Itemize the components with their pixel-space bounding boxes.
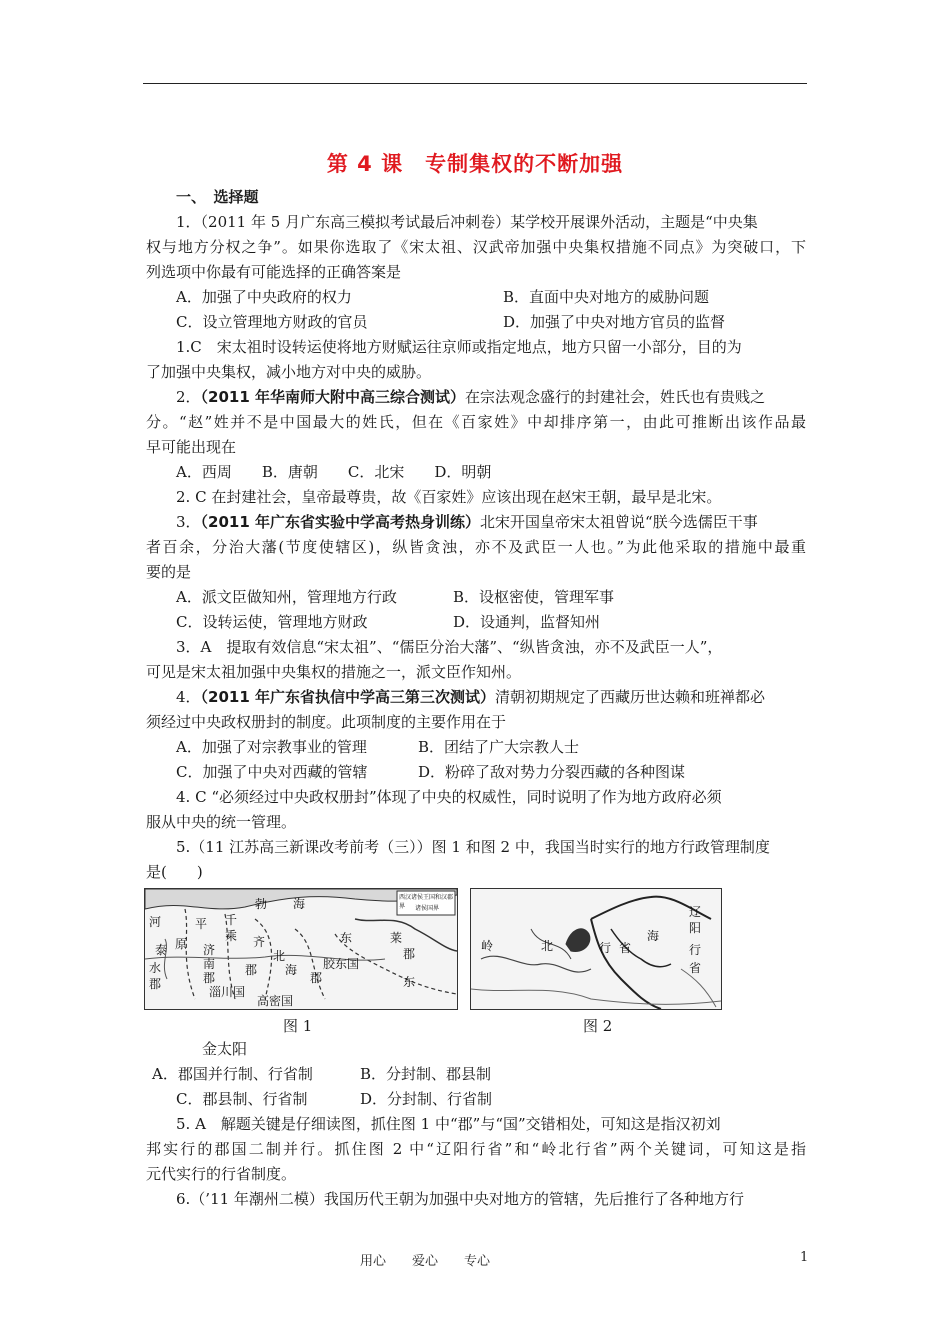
- q4-source: （2011 年广东省执信中学高三第三次测试）: [200, 688, 496, 706]
- map2-label: 行: [689, 943, 702, 957]
- map1-label: 郡: [203, 971, 216, 985]
- map1-label: 高密国: [257, 994, 294, 1008]
- q1-option-a: A．加强了中央政府的权力: [176, 288, 352, 306]
- map1-label: 郡: [245, 963, 258, 977]
- q5-option-b: B．分封制、郡县制: [360, 1065, 492, 1083]
- map2-label: 北: [541, 939, 554, 953]
- figure-2-caption: 图 2: [583, 1017, 613, 1035]
- q1-option-b: B．直面中央对地方的威胁问题: [503, 288, 710, 306]
- q2-answer: 2. C 在封建社会，皇帝最尊贵，故《百家姓》应该出现在赵宋王朝，最早是北宋。: [176, 488, 722, 506]
- q4-answer-line2: 服从中央的统一管理。: [146, 813, 297, 831]
- map1-label: 原: [175, 937, 188, 951]
- map1-label: 郡: [149, 977, 162, 991]
- map1-label: 勃: [255, 897, 268, 911]
- map1-label: 南: [203, 957, 216, 971]
- q3-option-b: B．设枢密使，管理军事: [453, 588, 615, 606]
- map2-label: 海: [647, 929, 660, 943]
- q1-stem-line1: 1．（2011 年 5 月广东高三模拟考试最后冲刺卷）某学校开展课外活动，主题是“中央集: [176, 213, 758, 231]
- map2-label: 省: [619, 941, 632, 955]
- q5-answer-line1: 5. A 解题关键是仔细读图，抓住图 1 中“郡”与“国”交错相处，可知这是指汉初刘: [176, 1115, 721, 1133]
- page-footer: 用心 爱心 专心: [360, 1254, 491, 1269]
- map1-label: 水: [149, 961, 162, 975]
- map1-label: 济: [203, 943, 216, 957]
- map1-label: 淄川国: [209, 985, 246, 999]
- map1-label: 海: [285, 963, 298, 977]
- q1-answer-line1: 1.C 宋太祖时设转运使将地方财赋运往京师或指定地点，地方只留一小部分，目的为: [176, 338, 742, 356]
- figure-2-map: [470, 888, 722, 1010]
- q4-option-c: C．加强了中央对西藏的管辖: [176, 763, 368, 781]
- q2-source: （2011 年华南师大附中高三综合测试）: [200, 388, 466, 406]
- q5-answer-line3: 元代实行的行省制度。: [146, 1165, 297, 1183]
- q2-stem-line1: 2．（2011 年华南师大附中高三综合测试）在宗法观念盛行的封建社会，姓氏也有贵贱之: [176, 388, 766, 406]
- map2-label: 阳: [689, 921, 702, 935]
- map1-label: 海: [293, 897, 306, 911]
- q4-answer-line1: 4. C “必须经过中央政权册封”体现了中央的权威性，同时说明了作为地方政府必须: [176, 788, 722, 806]
- q4-option-d: D．粉碎了敌对势力分裂西藏的各种图谋: [418, 763, 686, 781]
- q5-stem-line2: 是( ): [146, 863, 203, 881]
- map1-label: 北: [273, 949, 286, 963]
- q3-stem-line3: 要的是: [146, 563, 192, 581]
- map2-label: 岭: [481, 939, 494, 953]
- map1-legend-text: 诸侯国界: [415, 905, 440, 912]
- q6-stem-line1: 6.（’11 年潮州二模）我国历代王朝为加强中央对地方的管辖，先后推行了各种地方行: [176, 1190, 744, 1208]
- header-rule: [143, 83, 807, 84]
- map1-label: 乘: [225, 929, 238, 943]
- q2-stem-line2: 分。“赵”姓并不是中国最大的姓氏，但在《百家姓》中却排序第一，由此可推断出该作品最: [146, 413, 806, 431]
- map1-label: 千: [225, 913, 238, 927]
- section-heading: 一、 选择题: [176, 188, 259, 206]
- map1-label: 郡: [310, 971, 323, 985]
- q5-stem-line1: 5.（11 江苏高三新课改考前考（三））图 1 和图 2 中，我国当时实行的地方行政管理制度: [176, 838, 770, 856]
- map1-label: 河: [149, 915, 162, 929]
- q1-option-c: C．设立管理地方财政的官员: [176, 313, 368, 331]
- figure-2-map-drawing: [471, 889, 721, 1009]
- q2-stem-line3: 早可能出现在: [146, 438, 237, 456]
- q5-option-a: A．郡国并行制、行省制: [152, 1065, 313, 1083]
- q3-stem-line2: 者百余，分治大藩(节度使辖区)，纵皆贪浊，亦不及武臣一人也。”为此他采取的措施中最重: [146, 538, 806, 556]
- q2-options: A．西周 B．唐朝 C．北宋 D．明朝: [176, 463, 492, 481]
- q1-option-d: D．加强了中央对地方官员的监督: [503, 313, 726, 331]
- page-number: 1: [800, 1250, 809, 1265]
- map1-label: 东: [403, 975, 416, 989]
- map1-label: 胶东国: [323, 957, 360, 971]
- q3-stem-line1: 3．（2011 年广东省实验中学高考热身训练）北宋开国皇帝宋太祖曾说“朕今选儒臣干事: [176, 513, 758, 531]
- q4-option-b: B．团结了广大宗教人士: [418, 738, 580, 756]
- map2-label: 省: [689, 961, 702, 975]
- map1-label: 平: [195, 917, 208, 931]
- q3-source: （2011 年广东省实验中学高考热身训练）: [200, 513, 481, 531]
- q3-answer-line1: 3．A 提取有效信息“宋太祖”、“儒臣分治大藩”、“纵皆贪浊，亦不及武臣一人”，: [176, 638, 723, 656]
- figure-1-caption: 图 1: [283, 1017, 313, 1035]
- map1-legend-text: 西汉诸侯王国和汉郡界: [399, 894, 454, 910]
- q3-option-d: D．设通判，监督知州: [453, 613, 601, 631]
- figure-1-map: [144, 888, 458, 1010]
- q1-stem-line3: 列选项中你最有可能选择的正确答案是: [146, 263, 402, 281]
- q3-option-c: C．设转运使，管理地方财政: [176, 613, 368, 631]
- q1-stem-line2: 权与地方分权之争”。如果你选取了《宋太祖、汉武帝加强中央集权措施不同点》为突破口，下: [146, 238, 806, 256]
- q1-answer-line2: 了加强中央集权，减小地方对中央的威胁。: [146, 363, 432, 381]
- map2-label: 辽: [689, 905, 702, 919]
- q4-stem-line2: 须经过中央政权册封的制度。此项制度的主要作用在于: [146, 713, 507, 731]
- page-title: 第 4 课 专制集权的不断加强: [326, 152, 624, 176]
- q5-option-c: C．郡县制、行省制: [176, 1090, 308, 1108]
- map1-label: 齐: [253, 935, 266, 949]
- q4-option-a: A．加强了对宗教事业的管理: [176, 738, 367, 756]
- watermark-text: 金太阳: [202, 1040, 248, 1058]
- map1-label: 莱: [390, 931, 403, 945]
- q3-option-a: A．派文臣做知州，管理地方行政: [176, 588, 397, 606]
- map1-label: 泰: [155, 943, 168, 957]
- q5-answer-line2: 邦实行的郡国二制并行。抓住图 2 中“辽阳行省”和“岭北行省”两个关键词，可知这是指: [146, 1140, 806, 1158]
- map2-label: 行: [599, 941, 612, 955]
- q3-answer-line2: 可见是宋太祖加强中央集权的措施之一，派文臣作知州。: [146, 663, 522, 681]
- map1-label: 东: [340, 931, 353, 945]
- q5-option-d: D．分封制、行省制: [360, 1090, 493, 1108]
- q4-stem-line1: 4．（2011 年广东省执信中学高三第三次测试）清朝初期规定了西藏历世达赖和班禅都必: [176, 688, 766, 706]
- map1-label: 郡: [403, 947, 416, 961]
